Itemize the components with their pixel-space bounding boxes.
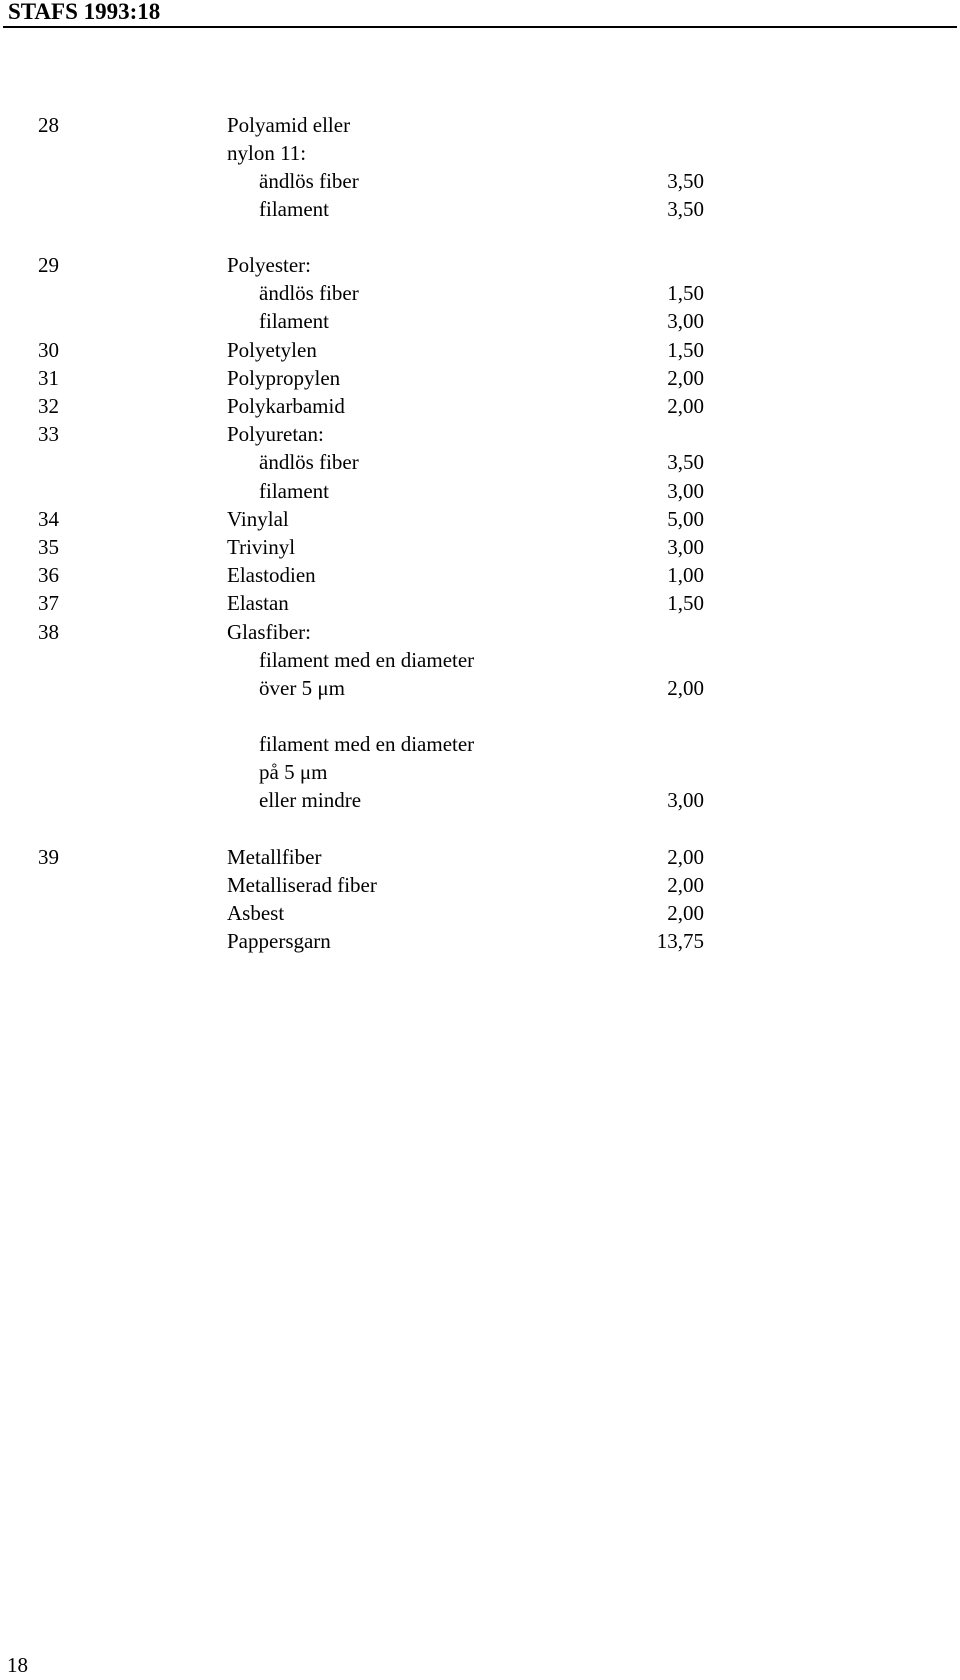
fiber-value: 2,00 bbox=[667, 901, 704, 925]
table-row bbox=[0, 646, 960, 674]
table-row bbox=[0, 505, 960, 533]
fiber-name: Polykarbamid bbox=[227, 394, 345, 418]
fiber-name: filament med en diameter bbox=[259, 732, 475, 756]
fiber-value: 3,00 bbox=[667, 535, 704, 559]
page-number: 18 bbox=[7, 1653, 28, 1677]
row-number: 38 bbox=[38, 620, 59, 644]
fiber-value: 2,00 bbox=[667, 394, 704, 418]
table-row bbox=[0, 111, 960, 139]
fiber-name: eller mindre bbox=[259, 788, 362, 812]
table-row bbox=[0, 420, 960, 448]
fiber-value: 2,00 bbox=[667, 676, 704, 700]
table-row bbox=[0, 251, 960, 279]
row-number: 29 bbox=[38, 253, 59, 277]
fiber-value: 13,75 bbox=[656, 929, 704, 953]
fiber-value: 1,50 bbox=[667, 591, 704, 615]
row-number: 30 bbox=[38, 338, 59, 362]
fiber-name: filament bbox=[259, 197, 329, 221]
row-number: 31 bbox=[38, 366, 59, 390]
table-row bbox=[0, 167, 960, 195]
fiber-value: 1,50 bbox=[667, 281, 704, 305]
table-row bbox=[0, 279, 960, 307]
table-row bbox=[0, 674, 960, 702]
fiber-name: på 5 μm bbox=[259, 760, 328, 784]
table-row bbox=[0, 843, 960, 871]
table-row bbox=[0, 533, 960, 561]
table-row bbox=[0, 730, 960, 758]
table-row bbox=[0, 871, 960, 899]
document-title: STAFS 1993:18 bbox=[8, 0, 161, 24]
fiber-name: Polyester: bbox=[227, 253, 311, 277]
fiber-name: Polyetylen bbox=[227, 338, 317, 362]
fiber-value: 3,00 bbox=[667, 788, 704, 812]
fiber-name: nylon 11: bbox=[227, 141, 307, 165]
row-number: 34 bbox=[38, 507, 59, 531]
fiber-name: ändlös fiber bbox=[259, 450, 359, 474]
row-number: 35 bbox=[38, 535, 59, 559]
fiber-value: 2,00 bbox=[667, 873, 704, 897]
fiber-name: Polyuretan: bbox=[227, 422, 324, 446]
fiber-name: Trivinyl bbox=[227, 535, 296, 559]
fiber-name: filament bbox=[259, 309, 329, 333]
fiber-name: Pappersgarn bbox=[227, 929, 331, 953]
table-row bbox=[0, 618, 960, 646]
fiber-name: Polypropylen bbox=[227, 366, 341, 390]
table-row bbox=[0, 899, 960, 927]
fiber-value: 3,50 bbox=[667, 197, 704, 221]
fiber-value: 3,00 bbox=[667, 309, 704, 333]
table-row bbox=[0, 307, 960, 335]
fiber-name: filament bbox=[259, 479, 329, 503]
fiber-value: 5,00 bbox=[667, 507, 704, 531]
fiber-name: ändlös fiber bbox=[259, 169, 359, 193]
table-row bbox=[0, 195, 960, 223]
fiber-value: 3,00 bbox=[667, 479, 704, 503]
row-number: 28 bbox=[38, 113, 59, 137]
fiber-value: 1,00 bbox=[667, 563, 704, 587]
fiber-name: Glasfiber: bbox=[227, 620, 311, 644]
fiber-name: Metallfiber bbox=[227, 845, 322, 869]
fiber-name: Asbest bbox=[227, 901, 285, 925]
fiber-value: 2,00 bbox=[667, 845, 704, 869]
fiber-name: ändlös fiber bbox=[259, 281, 359, 305]
fiber-name: Polyamid eller bbox=[227, 113, 351, 137]
fiber-value: 2,00 bbox=[667, 366, 704, 390]
fiber-name: Vinylal bbox=[227, 507, 289, 531]
fiber-name: över 5 μm bbox=[259, 676, 345, 700]
page-header bbox=[3, 0, 957, 28]
table-row bbox=[0, 758, 960, 786]
fiber-value: 3,50 bbox=[667, 169, 704, 193]
table-row bbox=[0, 392, 960, 420]
table-row bbox=[0, 786, 960, 814]
row-number: 33 bbox=[38, 422, 59, 446]
fiber-name: Metalliserad fiber bbox=[227, 873, 377, 897]
row-number: 32 bbox=[38, 394, 59, 418]
table-row bbox=[0, 139, 960, 167]
fiber-name: filament med en diameter bbox=[259, 648, 475, 672]
fiber-value: 3,50 bbox=[667, 450, 704, 474]
table-row bbox=[0, 336, 960, 364]
row-number: 39 bbox=[38, 845, 59, 869]
table-row bbox=[0, 364, 960, 392]
fiber-name: Elastan bbox=[227, 591, 289, 615]
row-number: 37 bbox=[38, 591, 59, 615]
fiber-name: Elastodien bbox=[227, 563, 316, 587]
row-number: 36 bbox=[38, 563, 59, 587]
table-row bbox=[0, 448, 960, 476]
fiber-value: 1,50 bbox=[667, 338, 704, 362]
table-row bbox=[0, 477, 960, 505]
table-row bbox=[0, 927, 960, 955]
table-row bbox=[0, 589, 960, 617]
table-row bbox=[0, 561, 960, 589]
